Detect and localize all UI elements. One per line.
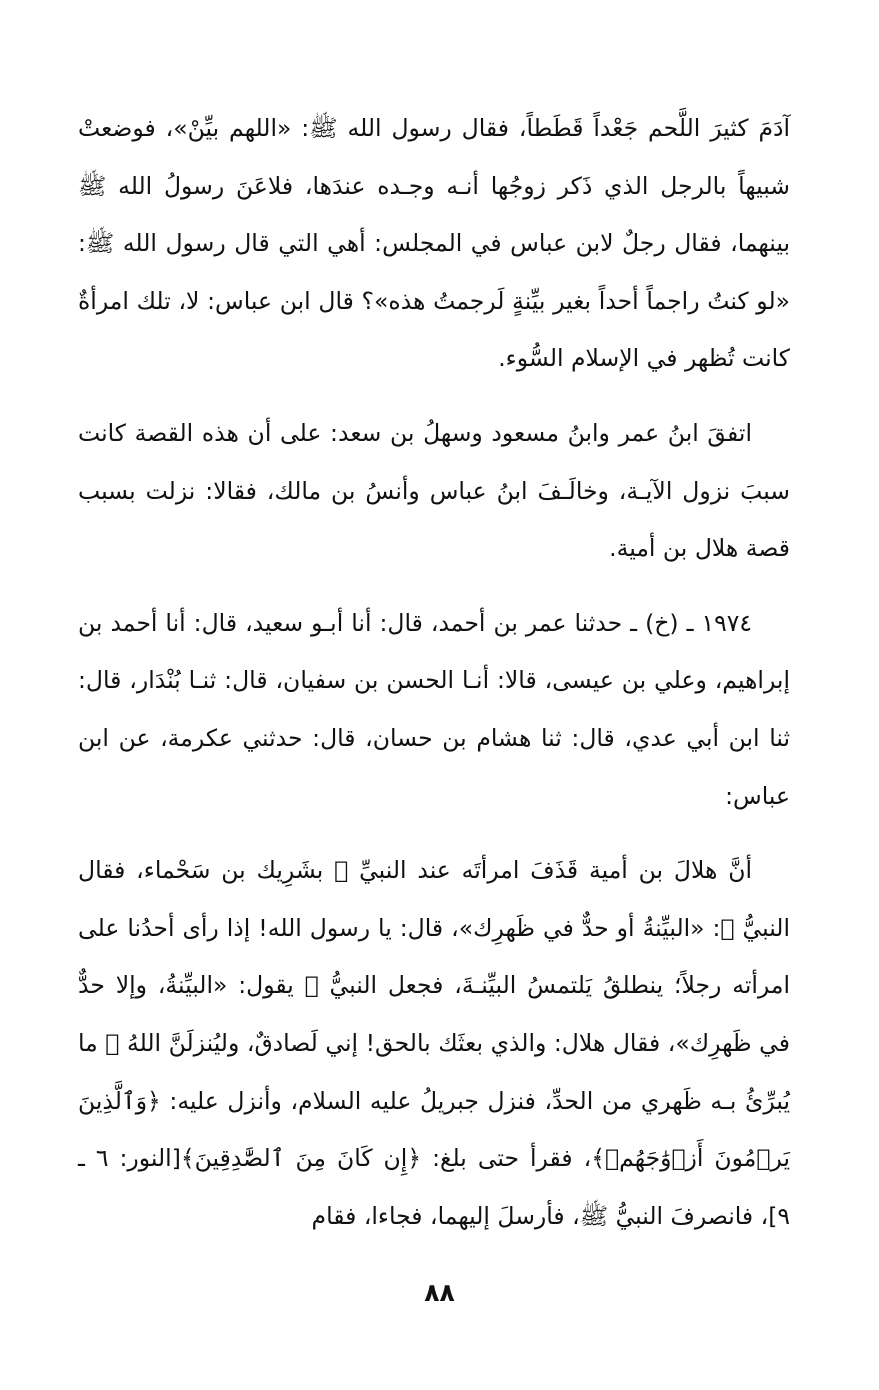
body-text xyxy=(78,100,790,1245)
hadith-1974-matn: أنَّ هلالَ بن أمية قَذَفَ امرأتَه عند النبيِّ ﷺ بشَرِيك بن سَحْماء، فقال النبيُّ ﷺ: «البيِّنةُ أو حدٌّ في ظَهرِك»، قال: يا رسول الله! إذا رأى أحدُنا على امرأته رجلاً؛ ينطلقُ يَلتمسُ البيِّنـةَ، فجعل النبيُّ ﷺ يقول: «البيِّنةُ، وإلا حدٌّ في ظَهرِك»، فقال هلال: والذي بعثَك بالحق! إني لَصادقٌ، وليُنزلَنَّ اللهُ ﷻ ما يُبرِّئُ بـه ظَهري من الحدِّ، فنزل جبريلُ عليه السلام، وأنزل عليه: ﴿وَٱلَّذِينَ يَرۡمُونَ أَزۡوَٰجَهُمۡ﴾، فقرأ حتى بلغ: ﴿إِن كَانَ مِنَ ٱلصَّٰدِقِينَ﴾[النور: ٦ ـ ٩]، فانصرفَ النبيُّ ﷺ، فأرسلَ إليهما، فجاءا، فقام xyxy=(78,856,791,1230)
hadith-1974-isnad: ١٩٧٤ ـ (خ) ـ حدثنا عمر بن أحمد، قال: أنا أبـو سعيد، قال: أنا أحمد بن إبراهيم، وعلي بن عيسى، قالا: أنـا الحسن بن سفيان، قال: ثنـا بُنْدَار، قال: ثنا ابن أبي عدي، قال: ثنا هشام بن حسان، قال: حدثني عكرمة، عن ابن عباس: xyxy=(78,608,790,810)
paragraph-2: اتفقَ ابنُ عمر وابنُ مسعود وسهلُ بن سعد: على أن هذه القصة كانت سببَ نزول الآيـة، وخالَـفَ ابنُ عباس وأنسُ بن مالك، فقالا: نزلت بسبب قصة هلال بن أمية. xyxy=(78,418,790,563)
paragraph-1: آدَمَ كثيرَ اللَّحم جَعْداً قَطَطاً، فقال رسول الله ﷺ: «اللهم بيِّنْ»، فوضعتْ شبيهاً بالرجل الذي ذَكر زوجُها أنـه وجـده عندَها، فلاعَنَ رسولُ الله ﷺ بينهما، فقال رجلٌ لابن عباس في المجلس: أهي التي قال رسول الله ﷺ: «لو كنتُ راجماً أحداً بغير بيِّنةٍ لَرجمتُ هذه»؟ قال ابن عباس: لا، تلك امرأةٌ كانت تُظهر في الإسلام السُّوء. xyxy=(78,114,790,373)
page-number: ٨٨ xyxy=(424,1278,455,1307)
